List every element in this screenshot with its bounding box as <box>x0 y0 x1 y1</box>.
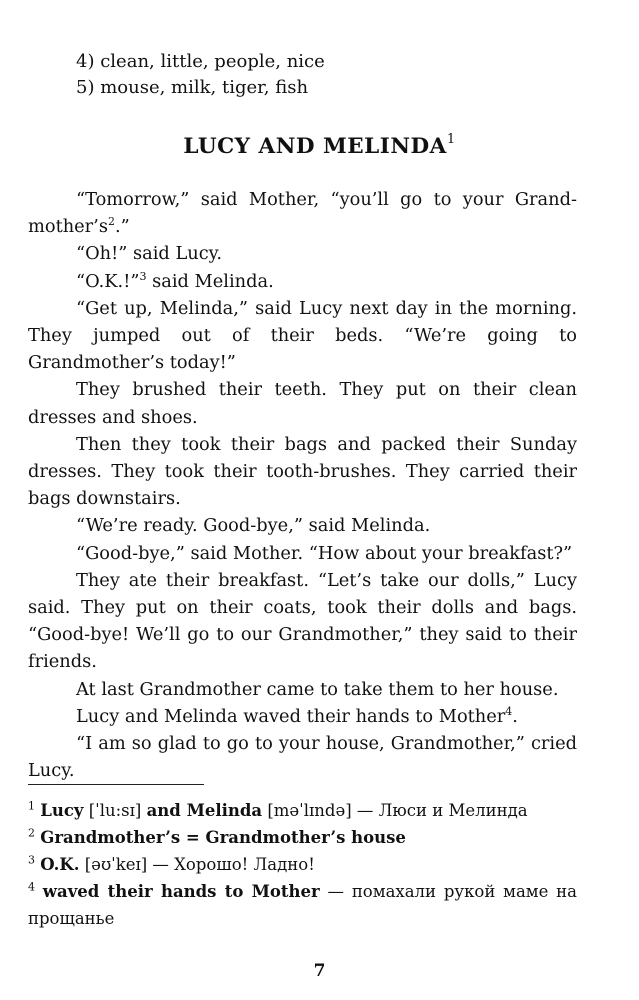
list-item <box>76 49 325 75</box>
paragraph: They ate their breakfast. “Let’s take our dolls,” Lucy said. They put on their coats, took their dolls and bags. “Good-bye! We’ll go to our Grandmother,” they said to their friends. <box>28 569 577 673</box>
paragraph: They brushed their teeth. They put on their clean dresses and shoes. <box>28 379 577 428</box>
footnote-divider <box>28 784 204 785</box>
footnote-text: [məˈlɪndə] — Люси и Мелинда <box>262 801 528 820</box>
footnote-number: 3 <box>28 853 35 867</box>
paragraph <box>28 186 577 240</box>
footnote-term: O.K. <box>40 855 80 874</box>
footnote-ref: 4 <box>505 704 513 718</box>
paragraph-text: . <box>512 705 518 727</box>
list-item-number: 4) <box>76 51 95 72</box>
paragraph: “I am so glad to go to your house, Grandmother,” cried Lucy. <box>28 733 577 782</box>
paragraph-text: .” <box>114 216 130 238</box>
footnote <box>28 824 577 851</box>
page-number: 7 <box>313 961 326 981</box>
paragraph-text: “Tomorrow,” said Mother, “you’ll go to your Grandmother’s <box>28 189 577 238</box>
list-item-number: 5) <box>76 77 95 98</box>
list-item-text: clean, little, people, nice <box>100 51 325 72</box>
paragraph <box>28 703 577 730</box>
paragraph: “Get up, Melinda,” said Lucy next day in the morning. They jumped out of their beds. “We’re going to Grandmother’s today!” <box>28 297 577 374</box>
paragraph: “Good-bye,” said Mother. “How about your breakfast?” <box>76 542 573 564</box>
paragraph <box>28 268 577 295</box>
footnote <box>28 797 577 824</box>
footnote-term: Grandmother’s = Grandmother’s house <box>40 828 406 847</box>
paragraph-text: “O.K.!” <box>76 270 140 292</box>
footnote-text: [əʊˈkeɪ] — Хорошо! Ладно! <box>79 855 315 874</box>
paragraph: “We’re ready. Good-bye,” said Melinda. <box>76 515 431 537</box>
paragraph: Then they took their bags and packed their Sunday dresses. They took their tooth-brushes. They carried their bags downstairs. <box>28 433 577 510</box>
exercise-list <box>76 49 325 101</box>
footnote-ref: 1 <box>446 132 456 147</box>
footnotes <box>28 797 577 932</box>
paragraph-text: Lucy and Melinda waved their hands to Mother <box>76 705 506 727</box>
story-body <box>28 186 577 784</box>
footnote-number: 4 <box>28 880 35 894</box>
footnote-ref: 2 <box>107 215 115 229</box>
footnote-number: 1 <box>28 799 35 813</box>
footnote-ref: 3 <box>139 269 147 283</box>
footnote-text: [ˈlu:sɪ] <box>83 801 147 820</box>
list-item <box>76 75 325 101</box>
story-title-text: LUCY AND MELINDA <box>183 134 447 160</box>
paragraph: At last Grandmother came to take them to her house. <box>76 678 559 700</box>
footnote <box>28 851 577 878</box>
story-title <box>0 134 639 159</box>
footnote-term: waved their hands to Mother <box>42 882 320 901</box>
footnote-term: Lucy <box>40 801 84 820</box>
paragraph: “Oh!” said Lucy. <box>76 243 223 265</box>
footnote <box>28 878 577 932</box>
footnote-term: and Melinda <box>146 801 263 820</box>
footnote-number: 2 <box>28 826 35 840</box>
paragraph-text: said Melinda. <box>146 270 274 292</box>
footnote-text: — помахали рукой маме на прощанье <box>28 882 578 928</box>
list-item-text: mouse, milk, tiger, fish <box>100 77 309 98</box>
